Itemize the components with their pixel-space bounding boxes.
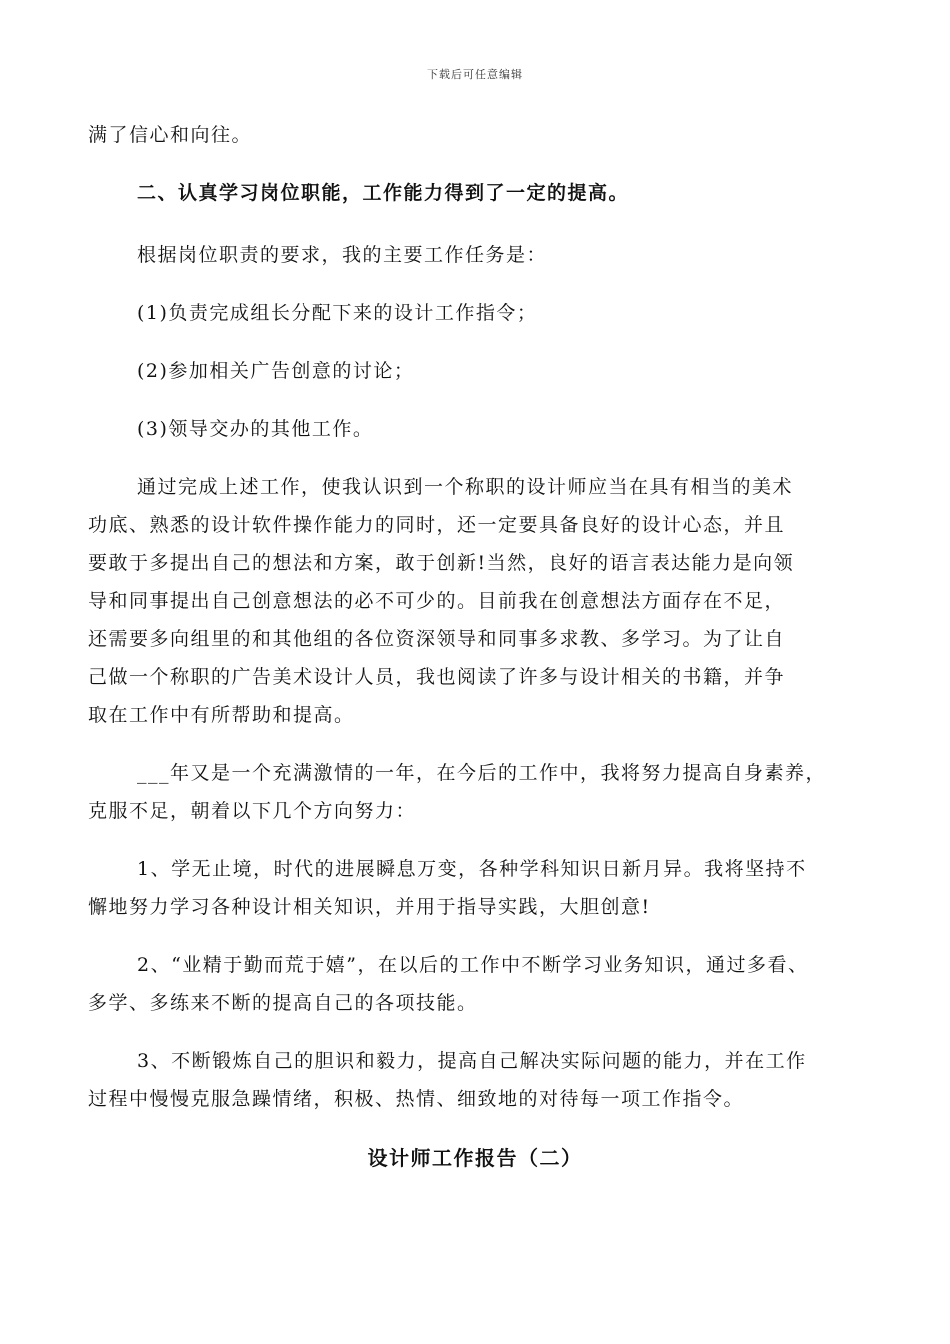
paragraph-line: 功底、熟悉的设计软件操作能力的同时，还一定要具备良好的设计心态，并且 bbox=[88, 514, 786, 536]
paragraph-line: ___年又是一个充满激情的一年，在今后的工作中，我将努力提高自身素养， bbox=[137, 762, 827, 784]
list-item: 2、“业精于勤而荒于嬉”，在以后的工作中不断学习业务知识，通过多看、 bbox=[137, 954, 809, 976]
page-header: 下载后可任意编辑 bbox=[427, 68, 523, 81]
paragraph-line: 取在工作中有所帮助和提高。 bbox=[88, 704, 355, 726]
paragraph-line: 己做一个称职的广告美术设计人员，我也阅读了许多与设计相关的书籍，并争 bbox=[88, 666, 786, 688]
list-item: 懈地努力学习各种设计相关知识，并用于指导实践，大胆创意! bbox=[88, 896, 651, 918]
paragraph-line: 要敢于多提出自己的想法和方案，敢于创新!当然，良好的语言表达能力是向领 bbox=[88, 552, 795, 574]
list-item: (3)领导交办的其他工作。 bbox=[137, 418, 374, 440]
paragraph-line: 通过完成上述工作，使我认识到一个称职的设计师应当在具有相当的美术 bbox=[137, 476, 794, 498]
paragraph-line: 满了信心和向往。 bbox=[88, 124, 253, 146]
list-item: (2)参加相关广告创意的讨论； bbox=[137, 360, 415, 382]
list-item: (1)负责完成组长分配下来的设计工作指令； bbox=[137, 302, 538, 324]
list-item: 多学、多练来不断的提高自己的各项技能。 bbox=[88, 992, 478, 1014]
paragraph-line: 还需要多向组里的和其他组的各位资深领导和同事多求教、多学习。为了让自 bbox=[88, 628, 786, 650]
list-item: 3、不断锻炼自己的胆识和毅力，提高自己解决实际问题的能力，并在工作 bbox=[137, 1050, 807, 1072]
section-title: 设计师工作报告（二） bbox=[367, 1146, 583, 1170]
paragraph-line: 克服不足，朝着以下几个方向努力： bbox=[88, 800, 417, 822]
paragraph-line: 导和同事提出自己创意想法的必不可少的。目前我在创意想法方面存在不足， bbox=[88, 590, 786, 612]
list-item: 过程中慢慢克服急躁情绪，积极、热情、细致地的对待每一项工作指令。 bbox=[88, 1088, 745, 1110]
section-heading: 二、认真学习岗位职能，工作能力得到了一定的提高。 bbox=[137, 182, 630, 204]
paragraph-line: 根据岗位职责的要求，我的主要工作任务是： bbox=[137, 244, 548, 266]
list-item: 1、学无止境，时代的进展瞬息万变，各种学科知识日新月异。我将坚持不 bbox=[137, 858, 807, 880]
